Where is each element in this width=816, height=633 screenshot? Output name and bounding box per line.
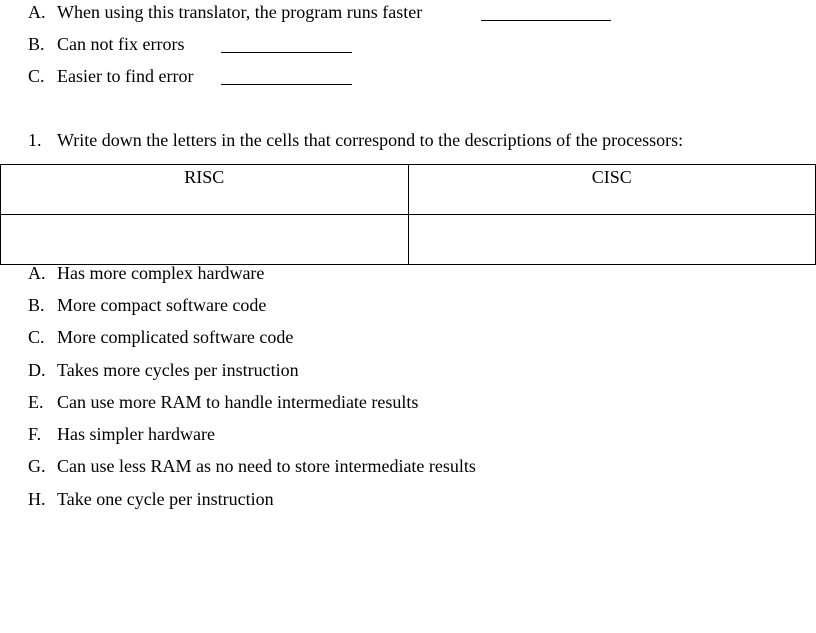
question-text: Write down the letters in the cells that correspond to the descriptions of the processors:	[57, 130, 684, 150]
cisc-answer-cell[interactable]	[408, 215, 816, 265]
option-letter: B.	[28, 34, 45, 54]
answer-blank-a[interactable]	[481, 20, 611, 21]
option-letter: A.	[28, 263, 46, 283]
option-text: More compact software code	[57, 295, 267, 315]
option-text: More complicated software code	[57, 327, 294, 347]
option-letter: C.	[28, 66, 45, 86]
answer-blank-c[interactable]	[221, 84, 352, 85]
option-text: Can not fix errors	[57, 34, 185, 54]
table-answer-row	[1, 215, 816, 265]
option-text: Has more complex hardware	[57, 263, 265, 283]
option-letter: B.	[28, 295, 45, 315]
option-text: When using this translator, the program runs faster	[57, 2, 423, 22]
option-letter: F.	[28, 424, 42, 444]
option-text: Takes more cycles per instruction	[57, 360, 299, 380]
option-text: Take one cycle per instruction	[57, 489, 274, 509]
option-text: Can use more RAM to handle intermediate results	[57, 392, 419, 412]
risc-header: RISC	[1, 165, 409, 215]
option-letter: H.	[28, 489, 46, 509]
option-letter: G.	[28, 456, 46, 476]
processor-table	[0, 164, 816, 265]
table-header-row	[1, 165, 816, 215]
cisc-header: CISC	[408, 165, 816, 215]
option-letter: A.	[28, 2, 46, 22]
option-letter: D.	[28, 360, 46, 380]
question-number: 1.	[28, 130, 42, 150]
option-text: Has simpler hardware	[57, 424, 215, 444]
option-letter: C.	[28, 327, 45, 347]
option-text: Easier to find error	[57, 66, 194, 86]
risc-answer-cell[interactable]	[1, 215, 409, 265]
answer-blank-b[interactable]	[221, 52, 352, 53]
option-text: Can use less RAM as no need to store intermediate results	[57, 456, 476, 476]
option-letter: E.	[28, 392, 44, 412]
